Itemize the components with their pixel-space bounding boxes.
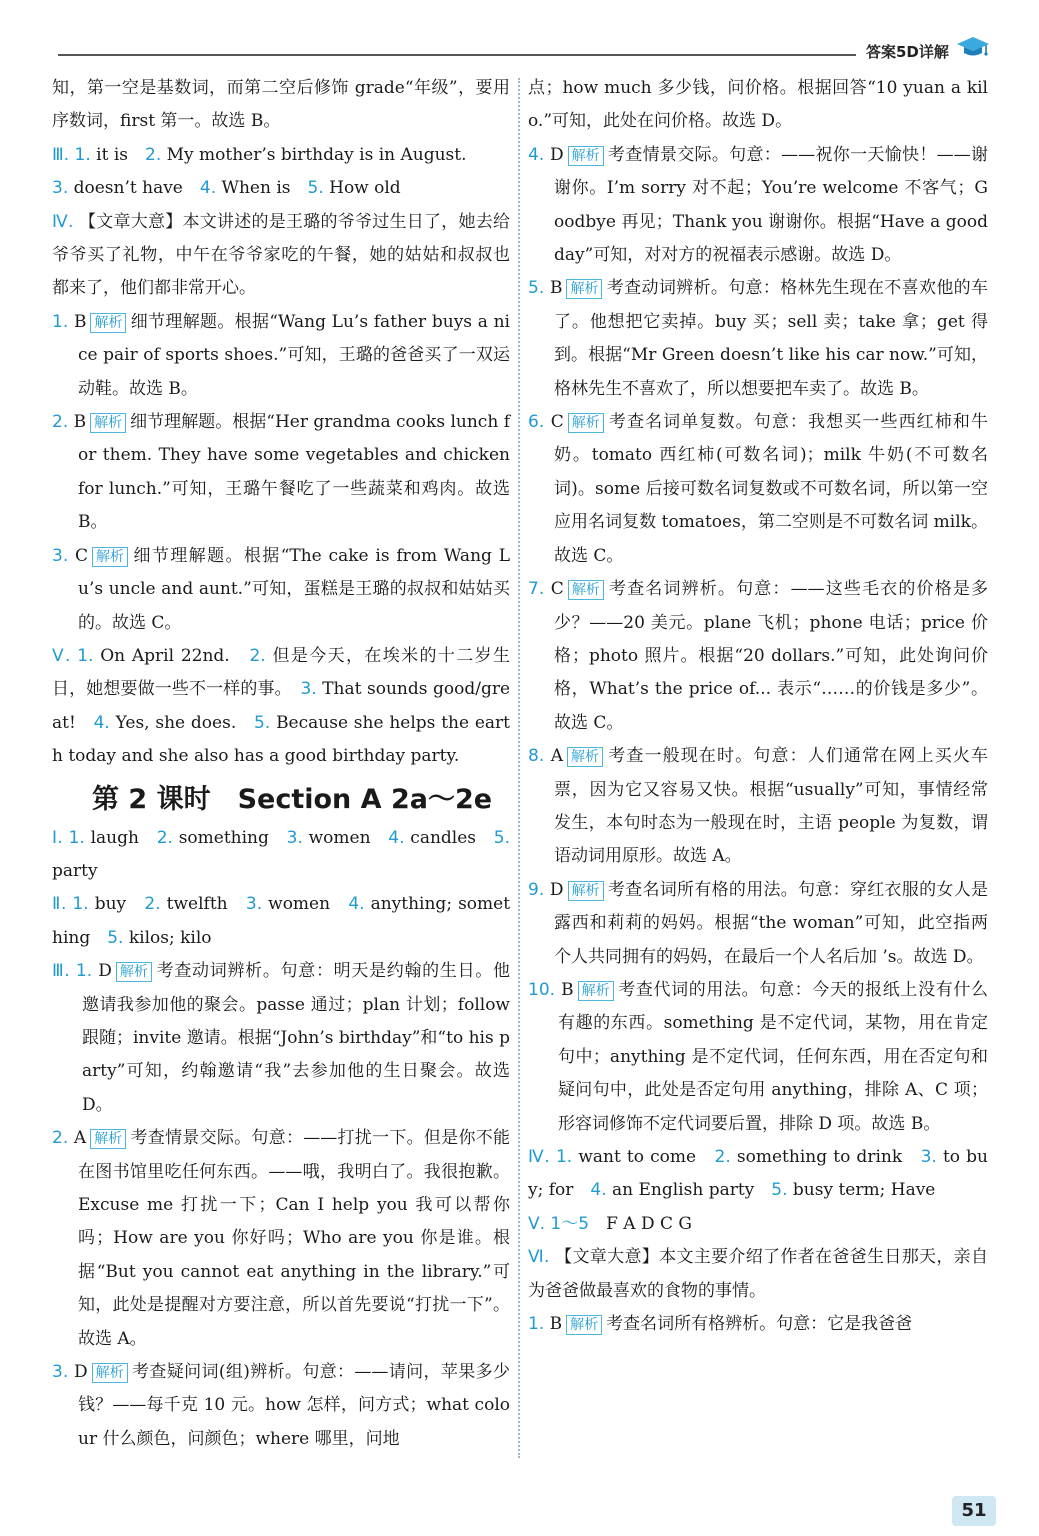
item-number: 4. xyxy=(348,894,371,915)
answer-text: D xyxy=(98,961,112,982)
item-number: Ⅳ. xyxy=(52,211,79,232)
item-number: Ⅴ. 1～5 xyxy=(528,1213,607,1234)
item-number: 3. xyxy=(52,1362,74,1383)
analysis-tag: 解析 xyxy=(90,1129,126,1149)
lesson-title xyxy=(92,778,510,822)
answer-text: 知，第一空是基数词，而第二空后修饰 grade“年级”，要用序数词，first 第一。故选 B。 xyxy=(52,78,510,132)
answer-paragraph xyxy=(52,306,510,406)
item-number: 1. xyxy=(52,311,74,332)
answer-text: party xyxy=(52,860,98,881)
answer-text: 第 2 课时 Section A 2a～2e xyxy=(92,783,493,815)
answer-paragraph xyxy=(52,139,510,172)
answer-text: 考查疑问词(组)辨析。句意：——请问，苹果多少钱？——每千克 10 元。how 怎样，问方式；what colour 什么颜色，问颜色；where 哪里，问地 xyxy=(78,1362,511,1449)
answer-text: 考查名词单复数。句意：我想买一些西红柿和牛奶。tomato 西红柿(可数名词)；milk 牛奶(不可数名词)。some 后接可数名词复数或不可数名词，所以第一空应用名词复数 tomatoes，第二空则是不可数名词 milk。故选 C。 xyxy=(554,412,989,566)
answer-text: 细节理解题。根据“The cake is from Wang Lu’s uncle and aunt.”可知，蛋糕是王璐的叔叔和姑姑买的。故选 C。 xyxy=(78,545,510,633)
item-number: 4. xyxy=(388,827,411,848)
item-number: 4. xyxy=(528,144,550,165)
answer-text: When is xyxy=(221,178,308,199)
answer-paragraph xyxy=(528,1308,988,1341)
item-number: 2. xyxy=(144,894,167,915)
answer-text: 考查情景交际。句意：——祝你一天愉快！——谢谢你。I’m sorry 对不起；You’re welcome 不客气；Goodbye 再见；Thank you 谢谢你。根据“Have a good day”可知，对对方的祝福表示感谢。故选 D。 xyxy=(554,144,989,266)
answer-paragraph xyxy=(528,139,988,273)
answer-text: C xyxy=(550,579,564,600)
item-number: Ⅵ. xyxy=(528,1247,556,1268)
item-number: 3. xyxy=(920,1147,943,1167)
header-label: 答案5D详解 xyxy=(866,43,949,61)
answer-text: 考查动词辨析。句意：明天是约翰的生日。他邀请我参加他的聚会。passe 通过；plan 计划；follow 跟随；invite 邀请。根据“John’s birthday”和“to his party”可知，约翰邀请“我”去参加他的生日聚会。故选 D。 xyxy=(82,961,510,1115)
answer-text: something xyxy=(178,827,287,848)
answer-text: buy xyxy=(94,894,145,915)
answer-paragraph xyxy=(52,540,510,640)
answer-text: A xyxy=(550,746,564,767)
analysis-tag: 解析 xyxy=(567,747,603,767)
item-number: 6. xyxy=(528,412,551,433)
answer-paragraph xyxy=(52,888,510,955)
answer-text: B xyxy=(549,278,563,299)
answer-text: My mother’s birthday is in August. xyxy=(166,144,467,165)
page-header xyxy=(0,0,1039,72)
analysis-tag: 解析 xyxy=(568,146,604,166)
answer-text: doesn’t have xyxy=(73,178,200,199)
answer-text: 但是今天，在埃米的十二岁生日，她想要做一些不一样的事。 xyxy=(52,645,511,700)
answer-text: Because she helps the earth today and she also has a good birthday party. xyxy=(52,712,511,767)
answer-text: women xyxy=(308,827,389,848)
answer-paragraph xyxy=(52,640,510,774)
answer-text: to buy; for xyxy=(528,1147,989,1201)
answer-text: C xyxy=(550,412,564,433)
analysis-tag: 解析 xyxy=(90,313,126,333)
answer-paragraph xyxy=(528,974,988,1141)
answer-text: women xyxy=(268,894,349,915)
answer-text: 细节理解题。根据“Wang Lu’s father buys a nice pair of sports shoes.”可知，王璐的爸爸买了一双运动鞋。故选 B。 xyxy=(78,311,510,399)
answer-text: On April 22nd. xyxy=(100,645,250,666)
answer-paragraph xyxy=(52,206,510,306)
answer-text: 考查名词辨析。句意：——这些毛衣的价格是多少？——20 美元。plane 飞机；phone 电话；price 价格；photo 照片。根据“20 dollars.”可知，此处询问价格，What’s the price of... 表示“……的价钱是多少”。故选 C。 xyxy=(554,579,989,733)
left-column xyxy=(52,72,510,1456)
item-number: 9. xyxy=(528,879,550,900)
item-number: 2. xyxy=(52,412,74,433)
item-number: 3. xyxy=(245,894,269,915)
item-number: Ⅳ. 1. xyxy=(528,1147,579,1167)
analysis-tag: 解析 xyxy=(566,1315,602,1335)
item-number: 2. xyxy=(52,1128,74,1149)
answer-text: How old xyxy=(329,178,401,199)
right-column xyxy=(528,72,988,1341)
answer-paragraph xyxy=(528,272,988,406)
item-number: Ⅲ. 1. xyxy=(52,961,99,982)
graduation-cap-icon xyxy=(956,34,990,60)
item-number: 2. xyxy=(714,1147,737,1167)
item-number: 3. xyxy=(52,545,76,566)
answer-text: B xyxy=(73,412,87,433)
item-number: Ⅲ. 1. xyxy=(52,144,97,165)
page-number: 51 xyxy=(952,1496,996,1526)
answer-text: A xyxy=(73,1128,87,1149)
answer-paragraph xyxy=(528,874,988,974)
item-number: 7. xyxy=(528,579,551,600)
answer-paragraph xyxy=(52,1356,510,1456)
answer-text: anything; something xyxy=(52,894,511,948)
item-number: 1. xyxy=(528,1314,550,1335)
answer-text: B xyxy=(561,979,574,1000)
item-number: Ⅰ. 1. xyxy=(52,827,91,848)
answer-text: want to come xyxy=(578,1147,715,1167)
answer-text: That sounds good/great! xyxy=(52,679,511,733)
analysis-tag: 解析 xyxy=(568,881,604,901)
answer-text: D xyxy=(549,879,564,900)
analysis-tag: 解析 xyxy=(568,413,604,433)
answer-paragraph xyxy=(52,822,510,889)
item-number: 4. xyxy=(590,1180,613,1201)
answer-text: D xyxy=(549,144,564,165)
analysis-tag: 解析 xyxy=(92,547,128,567)
answer-text: 考查代词的用法。句意：今天的报纸上没有什么有趣的东西。something 是不定代词，某物，用在肯定句中；anything 是不定代词，任何东西，用在否定句和疑问句中，此处是否定句用 anything，排除 A、C 项；形容词修饰不定代词要后置，排除 D 项。故选 B。 xyxy=(558,979,988,1134)
answer-paragraph xyxy=(52,406,510,540)
analysis-tag: 解析 xyxy=(92,1363,128,1383)
answer-text: Yes, she does. xyxy=(115,712,255,733)
answer-paragraph xyxy=(52,1122,510,1356)
answer-paragraph xyxy=(528,740,988,874)
answer-text: something to drink xyxy=(736,1147,921,1167)
answer-paragraph xyxy=(52,955,510,1122)
item-number: 5. xyxy=(307,178,330,199)
answer-text: F A D C G xyxy=(606,1213,692,1234)
item-number: 2. xyxy=(145,144,167,165)
answer-paragraph xyxy=(528,1208,988,1241)
answer-text: 考查情景交际。句意：——打扰一下。但是你不能在图书馆里吃任何东西。——哦，我明白了。我很抱歉。Excuse me 打扰一下；Can I help you 我可以帮你吗；How are you 你好吗；Who are you 你是谁。根据“But you cannot eat anything in the library.”可知，此处是提醒对方要注意，所以首先要说“打扰一下”。故选 A。 xyxy=(78,1128,511,1349)
analysis-tag: 解析 xyxy=(566,279,602,299)
answer-text: B xyxy=(549,1314,563,1335)
answer-text: it is xyxy=(96,144,145,165)
analysis-tag: 解析 xyxy=(90,413,126,433)
item-number: 3. xyxy=(286,827,309,848)
answer-text: 【文章大意】本文主要介绍了作者在爸爸生日那天，亲自为爸爸做最喜欢的食物的事情。 xyxy=(528,1247,989,1301)
answer-text: twelfth xyxy=(166,894,246,915)
item-number: 5. xyxy=(107,927,129,948)
answer-text: 考查名词所有格的用法。句意：穿红衣服的女人是露西和莉莉的妈妈。根据“the woman”可知，此空指两个人共同拥有的妈妈，在最后一个人名后加 ’s。故选 D。 xyxy=(554,879,989,967)
answer-text: B xyxy=(73,311,87,332)
answer-text: kilos; kilo xyxy=(128,927,212,948)
answer-text: 细节理解题。根据“Her grandma cooks lunch for them. They have some vegetables and chicken for lunch.”可知，王璐午餐吃了一些蔬菜和鸡肉。故选 B。 xyxy=(78,412,510,533)
item-number: 5. xyxy=(771,1180,793,1201)
answer-paragraph xyxy=(52,172,510,205)
answer-text: D xyxy=(74,1362,88,1383)
answer-text: C xyxy=(75,545,89,566)
answer-text: 考查名词所有格辨析。句意：它是我爸爸 xyxy=(606,1314,913,1335)
item-number: 3. xyxy=(300,679,323,700)
header-rule xyxy=(58,54,856,56)
answer-paragraph xyxy=(528,72,988,139)
answer-text: 【文章大意】本文讲述的是王璐的爷爷过生日了，她去给爷爷买了礼物，中午在爷爷家吃的午餐，她的姑姑和叔叔也都来了，他们都非常开心。 xyxy=(52,211,510,299)
item-number: 2. xyxy=(156,827,179,848)
item-number: 4. xyxy=(199,178,222,199)
item-number: 10. xyxy=(528,979,562,1000)
answer-text: 考查一般现在时。句意：人们通常在网上买火车票，因为它又容易又快。根据“usually”可知，事情经常发生，本句时态为一般现在时，主语 people 为复数，谓语动词用原形。故选 A。 xyxy=(554,746,988,867)
item-number: 2. xyxy=(249,645,273,666)
analysis-tag: 解析 xyxy=(568,580,604,600)
answer-text: 考查动词辨析。句意：格林先生现在不喜欢他的车了。他想把它卖掉。buy 买；sell 卖；take 拿；get 得到。根据“Mr Green doesn’t like his car now.”可知，格林先生不喜欢了，所以想要把车卖了。故选 B。 xyxy=(554,278,989,399)
answer-text: an English party xyxy=(612,1180,772,1201)
item-number: Ⅱ. 1. xyxy=(52,894,95,915)
item-number: 5. xyxy=(528,278,550,299)
analysis-tag: 解析 xyxy=(116,962,152,982)
column-divider xyxy=(518,78,520,1458)
answer-paragraph xyxy=(528,1241,988,1308)
item-number: 8. xyxy=(528,746,551,767)
answer-text: busy term; Have xyxy=(792,1180,936,1201)
answer-text: 点；how much 多少钱，问价格。根据回答“10 yuan a kilo.”可知，此处在问价格。故选 D。 xyxy=(528,78,988,132)
analysis-tag: 解析 xyxy=(578,981,614,1001)
answer-paragraph xyxy=(52,72,510,139)
item-number: 5. xyxy=(493,827,510,848)
item-number: Ⅴ. 1. xyxy=(52,645,101,666)
item-number: 4. xyxy=(93,712,116,733)
answer-paragraph xyxy=(528,406,988,573)
answer-paragraph xyxy=(528,573,988,740)
answer-text: laugh xyxy=(90,827,157,848)
answer-text: candles xyxy=(410,827,494,848)
answer-paragraph xyxy=(528,1141,988,1208)
item-number: 3. xyxy=(52,178,74,199)
item-number: 5. xyxy=(254,712,277,733)
